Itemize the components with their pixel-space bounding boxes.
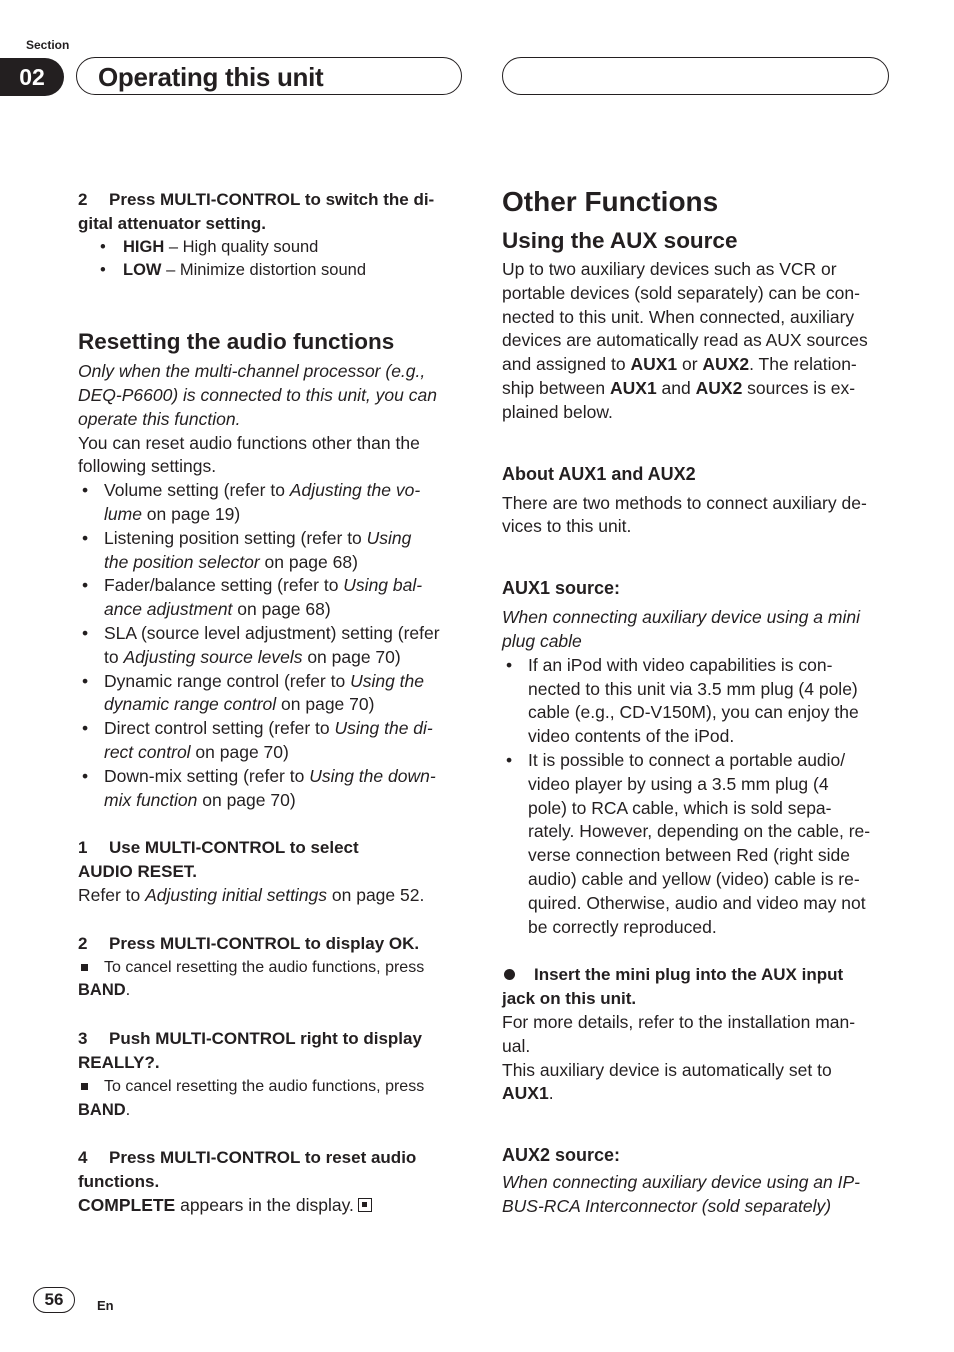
step-2-display-ok: 2 Press MULTI-CONTROL to display OK.: [78, 933, 420, 953]
step-3-note: To cancel resetting the audio functions, press: [78, 1075, 468, 1099]
step-1-select-cont: AUDIO RESET.: [78, 862, 198, 882]
aux1-source-heading: AUX1 source:: [502, 578, 621, 599]
chapter-title-box: [76, 57, 462, 95]
step-4-result: COMPLETE appears in the display.: [78, 1194, 468, 1218]
other-functions-heading: Other Functions: [502, 186, 719, 217]
option-low: • LOW – Minimize distortion sound: [78, 259, 468, 283]
step-3-really-cont: REALLY?.: [78, 1052, 160, 1072]
about-aux-text-2: vices to this unit.: [502, 516, 632, 537]
reset-intro-2: following settings.: [78, 456, 217, 477]
list-item: • Down-mix setting (refer to Using the down- mix function on page 70): [78, 765, 468, 813]
list-item: • If an iPod with video capabilities is con- nected to this unit via 3.5 mm plug (4 pole) cable (e.g., CD-V150M), you can enjoy the video contents of the iPod.: [502, 654, 894, 749]
insert-detail-4: AUX1.: [502, 1083, 554, 1104]
page-number: 56: [33, 1287, 75, 1313]
header-empty-box: [502, 57, 889, 95]
step-1-select: 1 Use MULTI-CONTROL to select: [78, 838, 359, 858]
section-number-badge: 02: [0, 58, 64, 96]
reset-heading: Resetting the audio functions: [78, 329, 395, 355]
end-mark-icon: [358, 1198, 372, 1212]
insert-detail-1: For more details, refer to the installation man-: [502, 1011, 856, 1032]
reset-intro-italic-1: Only when the multi-channel processor (e.g.,: [78, 361, 426, 382]
step-3-really: 3 Push MULTI-CONTROL right to display: [78, 1029, 422, 1049]
left-column: [78, 188, 468, 1218]
insert-detail-2: ual.: [502, 1035, 531, 1056]
option-high: • HIGH – High quality sound: [78, 236, 468, 260]
reset-intro-italic-3: operate this function.: [78, 408, 241, 429]
list-item: • Fader/balance setting (refer to Using bal- ance adjustment on page 68): [78, 574, 468, 622]
section-label: Section: [26, 38, 70, 52]
aux1-list: [502, 654, 894, 940]
insert-plug-step-cont: jack on this unit.: [502, 989, 637, 1009]
step-1-reference: Refer to Adjusting initial settings on page 52.: [78, 884, 425, 905]
reset-intro-1: You can reset audio functions other than the: [78, 432, 420, 453]
list-item: • Volume setting (refer to Adjusting the vo- lume on page 19): [78, 479, 468, 527]
insert-detail-3: This auxiliary device is automatically set to: [502, 1059, 832, 1080]
step-2-note: To cancel resetting the audio functions, press: [78, 956, 468, 980]
step-3-note-cont: BAND.: [78, 1100, 131, 1119]
step-2-note-cont: BAND.: [78, 981, 131, 1000]
aux-source-heading: Using the AUX source: [502, 228, 738, 253]
language-label: En: [97, 1298, 114, 1313]
step-2-attenuator-cont: gital attenuator setting.: [78, 213, 266, 233]
aux2-source-heading: AUX2 source:: [502, 1145, 621, 1166]
reset-intro-italic-2: DEQ-P6600) is connected to this unit, you can: [78, 384, 437, 405]
insert-plug-step: Insert the mini plug into the AUX input: [502, 963, 894, 987]
step-2-attenuator: 2 Press MULTI-CONTROL to switch the di-: [78, 190, 435, 209]
about-aux-heading: About AUX1 and AUX2: [502, 463, 696, 484]
aux1-condition-1: When connecting auxiliary device using a mini: [502, 607, 860, 628]
list-item: • Listening position setting (refer to Using the position selector on page 68): [78, 527, 468, 575]
aux-intro: Up to two auxiliary devices such as VCR or portable devices (sold separately) can be con- nected to this unit. When connected, auxiliary devices are automatically read as AUX sources and assigned to AUX1 or AUX2. The relation- ship between AUX1 and AUX2 sources is ex- plained below.: [502, 259, 868, 422]
attenuator-options: [78, 236, 468, 284]
list-item: • Dynamic range control (refer to Using the dynamic range control on page 70): [78, 670, 468, 718]
step-4-reset: 4 Press MULTI-CONTROL to reset audio: [78, 1148, 417, 1168]
aux2-condition-2: BUS-RCA Interconnector (sold separately): [502, 1195, 832, 1216]
aux1-condition-2: plug cable: [502, 630, 582, 651]
step-4-reset-cont: functions.: [78, 1172, 160, 1192]
about-aux-text-1: There are two methods to connect auxiliary de-: [502, 492, 867, 513]
chapter-title: Operating this unit: [98, 62, 324, 92]
aux2-condition-1: When connecting auxiliary device using an IP-: [502, 1172, 860, 1193]
list-item: • Direct control setting (refer to Using the di- rect control on page 70): [78, 717, 468, 765]
reset-exception-list: [78, 479, 468, 812]
right-column: [502, 185, 894, 1219]
list-item: • SLA (source level adjustment) setting (refer to Adjusting source levels on page 70): [78, 622, 468, 670]
list-item: • It is possible to connect a portable audio/ video player by using a 3.5 mm plug (4 pole) to RCA cable, which is sold sepa- rately. However, depending on the cable, re- verse connection between Red (right side audio) cable and yellow (video) cable is re- quired. Otherwise, audio and video may not be correctly reproduced.: [502, 749, 894, 939]
